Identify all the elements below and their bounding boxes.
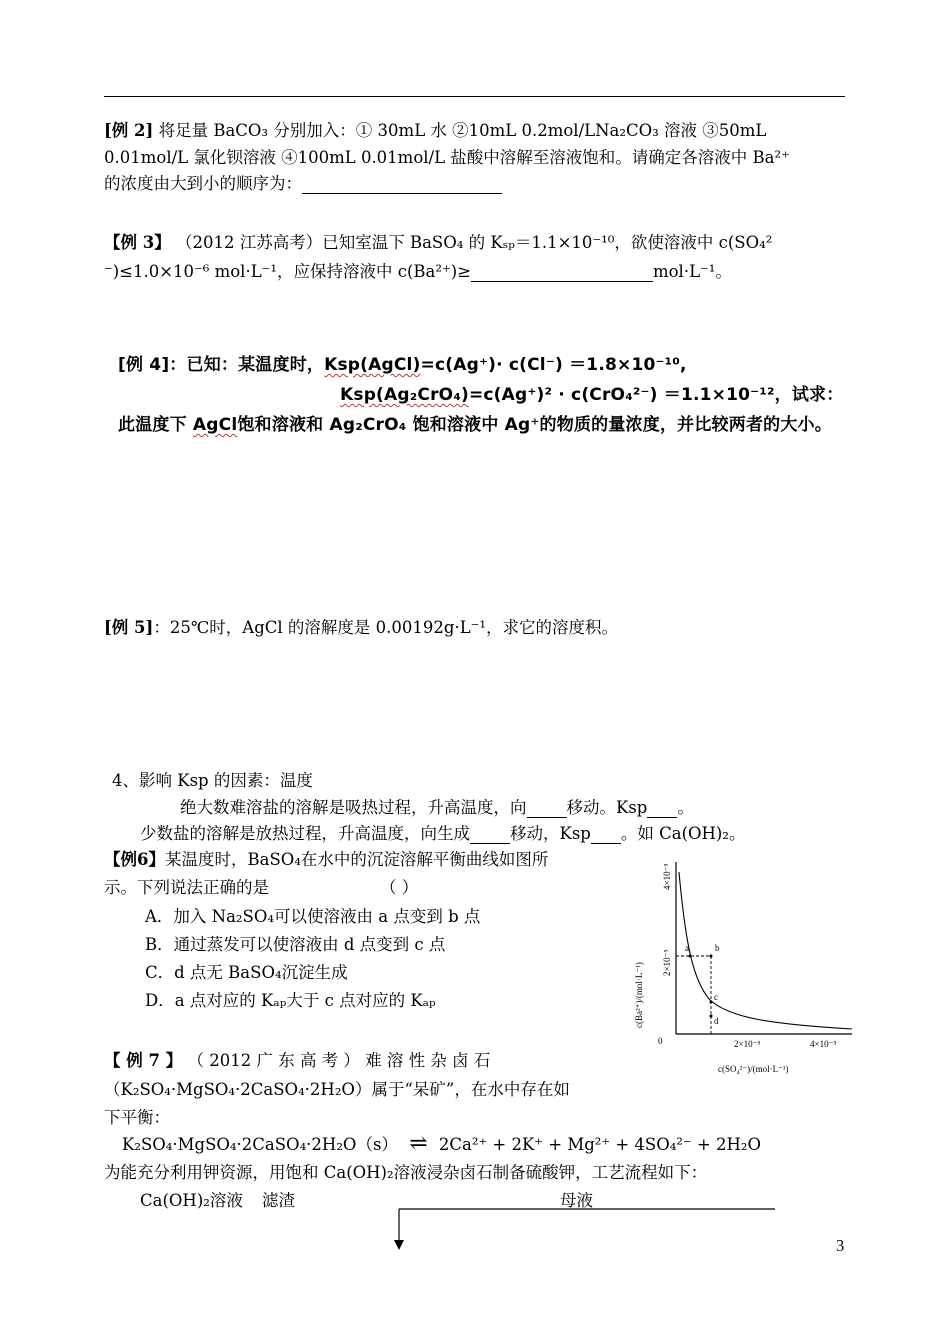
flow-arrow-down-icon xyxy=(394,1240,404,1250)
label-origin: 0 xyxy=(658,1036,663,1046)
ex6-text-2: 示。下列说法正确的是 xyxy=(104,878,269,897)
equilibrium-arrow-icon: ⇌ xyxy=(409,1131,428,1156)
ex4-line1 xyxy=(118,350,687,375)
ex3-line2 xyxy=(104,258,732,282)
sec4-blank-1[interactable] xyxy=(527,798,567,818)
sec4-text-1c: 。 xyxy=(677,798,694,817)
ex7-line3: 下平衡： xyxy=(104,1108,170,1127)
ex6-line1 xyxy=(104,846,548,870)
ex4-line3 xyxy=(118,410,832,435)
x-tick-1: 2×10⁻⁵ xyxy=(734,1039,761,1049)
equation-products: 2Ca²⁺ + 2K⁺ + Mg²⁺ + 4SO₄²⁻ + 2H₂O xyxy=(438,1135,762,1154)
sec4-text-2b: 移动，Ksp xyxy=(510,824,591,843)
sec4-text-2a: 少数盐的溶解是放热过程，升高温度，向生成 xyxy=(140,824,470,843)
label-b: b xyxy=(715,943,720,953)
label-a: a xyxy=(685,943,689,953)
ex6-option-a[interactable]: A．加入 Na₂SO₄可以使溶液由 a 点变到 b 点 xyxy=(145,907,481,926)
ex3-answer-blank[interactable] xyxy=(471,262,653,282)
ex2-text-3: 的浓度由大到小的顺序为： xyxy=(104,174,302,193)
ex7-equation xyxy=(122,1131,761,1156)
ex4-text-1a: ：已知：某温度时， xyxy=(169,355,325,375)
ex6-option-c[interactable]: C．d 点无 BaSO₄沉淀生成 xyxy=(145,963,348,982)
ex4-tag: [例 4] xyxy=(118,355,170,375)
label-c: c xyxy=(714,992,718,1002)
sec4-text-1a: 绝大数难溶盐的溶解是吸热过程，升高温度，向 xyxy=(180,798,527,817)
ex2-tag: [例 2] xyxy=(104,121,154,140)
page-number: 3 xyxy=(836,1236,845,1255)
sec4-blank-4[interactable] xyxy=(591,824,621,844)
ex5-line xyxy=(104,614,618,638)
ex7-line4: 为能充分利用钾资源，用饱和 Ca(OH)₂溶液浸杂卤石制备硫酸钾，工艺流程如下： xyxy=(104,1163,708,1182)
x-tick-2: 4×10⁻⁵ xyxy=(810,1039,837,1049)
y-tick-mid: 2×10⁻⁵ xyxy=(662,949,672,976)
sec4-blank-2[interactable] xyxy=(647,798,677,818)
ex4-text-3a: 此温度下 xyxy=(118,415,193,435)
ex5-text: ：25℃时，AgCl 的溶解度是 0.00192g·L⁻¹，求它的溶度积。 xyxy=(153,618,618,637)
ex6-tag: 【例6】 xyxy=(104,850,165,869)
process-flow-arrow xyxy=(385,1200,785,1255)
ex3-text-1: （2012 江苏高考）已知室温下 BaSO₄ 的 Kₛₚ＝1.1×10⁻¹⁰，欲使溶液中 c(SO₄² xyxy=(175,233,773,252)
sec4-text-1b: 移动。Ksp xyxy=(566,798,648,817)
sec4-blank-3[interactable] xyxy=(470,824,510,844)
ex4-agcl: AgCl xyxy=(192,415,238,435)
ex7-text-1: （ 2012 广 东 高 考 ） 难 溶 性 杂 卤 石 xyxy=(187,1051,491,1070)
ex7-line2: （K₂SO₄·MgSO₄·2CaSO₄·2H₂O）属于“呆矿”，在水中存在如 xyxy=(104,1080,570,1099)
ex2-line1 xyxy=(104,117,766,141)
y-axis-label: c(Ba²⁺)/(mol·L⁻¹) xyxy=(634,962,644,1028)
ex4-ksp-ag2cro4: Ksp(Ag₂CrO₄) xyxy=(340,385,469,405)
ex4-text-2b: =c(Ag⁺)² · c(CrO₄²⁻) ＝1.1×10⁻¹²，试求： xyxy=(468,385,844,405)
ex2-line3 xyxy=(104,170,502,194)
ex5-tag: [例 5] xyxy=(104,618,154,637)
ex2-text-1: 将足量 BaCO₃ 分别加入：① 30mL 水 ②10mL 0.2mol/LNa₂CO₃ 溶液 ③50mL xyxy=(158,121,767,140)
y-tick-top: 4×10⁻⁵ xyxy=(662,863,672,890)
solubility-curve-figure xyxy=(630,848,860,1078)
point-b xyxy=(710,955,713,958)
header-rule xyxy=(104,96,845,97)
label-d: d xyxy=(714,1016,719,1026)
point-d xyxy=(710,1015,713,1018)
ex4-text-3b: 饱和溶液和 Ag₂CrO₄ 饱和溶液中 Ag⁺的物质的量浓度，并比较两者的大小。 xyxy=(237,415,832,435)
ex4-line2 xyxy=(340,380,843,405)
flow-caoh2-solution: Ca(OH)₂溶液 xyxy=(140,1191,243,1210)
ex4-text-1b: =c(Ag⁺)· c(Cl⁻) ＝1.8×10⁻¹⁰, xyxy=(420,355,687,375)
equation-reactant: K₂SO₄·MgSO₄·2CaSO₄·2H₂O（s） xyxy=(122,1135,398,1154)
flow-filter-residue: 滤渣 xyxy=(262,1191,295,1210)
equilibrium-curve xyxy=(679,872,852,1029)
ex4-ksp-agcl: Ksp(AgCl) xyxy=(324,355,421,375)
ex2-answer-blank[interactable] xyxy=(302,174,502,194)
ex6-option-b[interactable]: B．通过蒸发可以使溶液由 d 点变到 c 点 xyxy=(145,935,446,954)
ex7-tag: 【 例 7 】 xyxy=(104,1051,183,1070)
ex2-line2: 0.01mol/L 氯化钡溶液 ④100mL 0.01mol/L 盐酸中溶解至溶液饱和。请确定各溶液中 Ba²⁺ xyxy=(104,148,790,167)
ex3-line1 xyxy=(104,229,772,253)
sec4-line1 xyxy=(180,794,694,818)
x-axis-label: c(SO₄²⁻)/(mol·L⁻¹) xyxy=(718,1064,789,1074)
sec4-title: 4、影响 Ksp 的因素：温度 xyxy=(112,771,313,790)
ex3-text-2a: ⁻)≤1.0×10⁻⁶ mol·L⁻¹，应保持溶液中 c(Ba²⁺)≥ xyxy=(104,262,471,281)
ex6-text-1: 某温度时，BaSO₄在水中的沉淀溶解平衡曲线如图所 xyxy=(164,850,549,869)
ex6-option-d[interactable]: D．a 点对应的 Kₐₚ大于 c 点对应的 Kₐₚ xyxy=(145,991,436,1010)
sec4-line2 xyxy=(140,820,745,844)
ex7-line1 xyxy=(104,1047,490,1071)
ex6-line2 xyxy=(104,874,269,898)
ex3-tag: 【例 3】 xyxy=(104,233,171,252)
point-c xyxy=(710,1001,713,1004)
sec4-text-2c: 。如 Ca(OH)₂。 xyxy=(620,824,746,843)
ex3-text-2b: mol·L⁻¹。 xyxy=(652,262,732,281)
point-a xyxy=(689,955,692,958)
ex6-answer-paren[interactable]: （ ） xyxy=(380,878,419,897)
flow-mother-liquor: 母液 xyxy=(560,1191,593,1210)
